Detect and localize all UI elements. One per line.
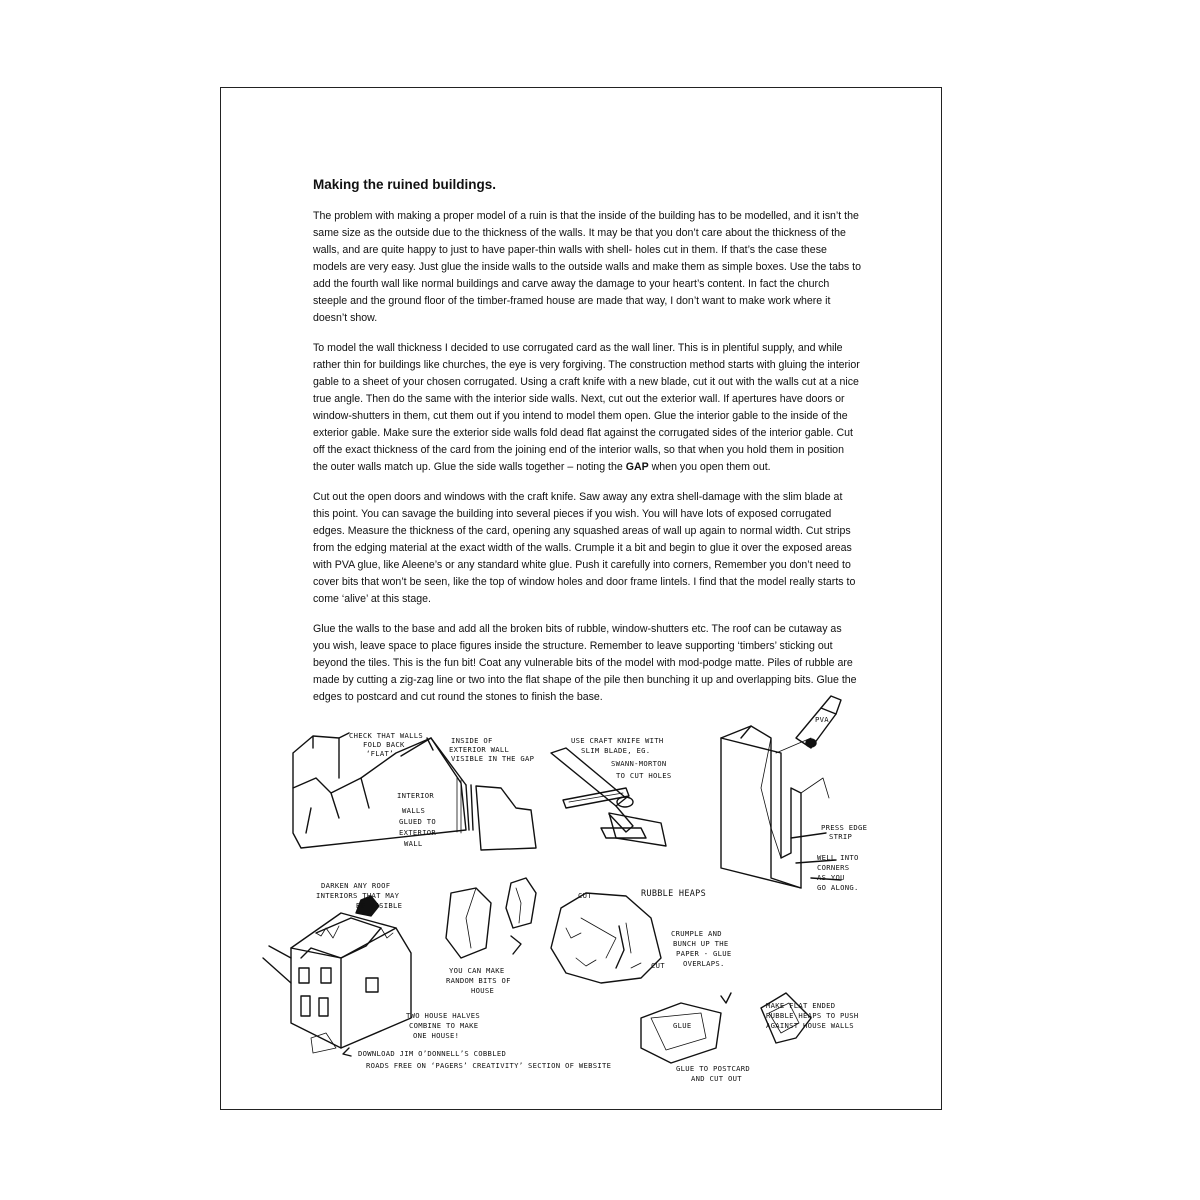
label-interior-walls-2: WALLS	[402, 806, 426, 815]
gap-emphasis: GAP	[625, 461, 649, 473]
label-inside-exterior-3: VISIBLE IN THE GAP	[451, 754, 535, 763]
label-interior-walls-3: GLUED TO	[399, 817, 437, 826]
paragraph-2-tail: when you open them out.	[648, 461, 771, 473]
label-craft-knife-2: SLIM BLADE, EG.	[581, 746, 651, 755]
label-flat-ended-1: MAKE FLAT ENDED	[766, 1001, 836, 1010]
label-inside-exterior-2: EXTERIOR WALL	[449, 745, 510, 754]
paragraph-3: Cut out the open doors and windows with the craft knife. Saw away any extra shell-damage with the slim blade at this point. You can savage the building into several pieces if you wish. You will have lots of exposed corrugated edges. Measure the thickness of the card, opening any squashed areas of wall up again to normal width. Cut strips from the edging material at the exact width of the walls. Crumple it a bit and begin to glue it over the exposed areas with PVA glue, like Aleene’s or any standard white glue. Push it carefully into corners, Remember you don’t need to cover bits that won’t be seen, like the top of window holes and door frame lintels. I find that the model really starts to come ‘alive’ at this stage.	[313, 491, 856, 605]
sketch-illustrations	[221, 88, 942, 1110]
label-craft-knife-4: TO CUT HOLES	[616, 771, 672, 780]
document-page	[220, 87, 942, 1110]
label-cut-bottom: CUT	[651, 961, 665, 970]
label-glue-postcard-1: GLUE TO POSTCARD	[676, 1064, 751, 1073]
label-crumple-2: BUNCH UP THE	[673, 939, 729, 948]
label-glue: GLUE	[673, 1021, 692, 1030]
label-interior-walls-5: WALL	[404, 839, 423, 848]
label-two-halves-2: COMBINE TO MAKE	[409, 1021, 479, 1030]
label-crumple-1: CRUMPLE AND	[671, 929, 722, 938]
label-crumple-3: PAPER - GLUE	[676, 949, 732, 958]
label-random-bits-1: YOU CAN MAKE	[449, 966, 505, 975]
label-craft-knife-1: USE CRAFT KNIFE WITH	[571, 736, 664, 745]
paragraph-1: The problem with making a proper model of a ruin is that the inside of the building has to be modelled, and it isn’t the same size as the outside due to the thickness of the walls. It may be that you don’t care about the thickness of the walls, and are quite happy to just to have paper-thin walls with shell- holes cut in them. If that’s the case these models are very easy. Just glue the inside walls to the outside walls and make them as simple boxes. Use the tabs to add the fourth wall like normal buildings and carve away the damage to your heart’s content. In fact the church steeple and the ground floor of the timber-framed house are made that way, I don’t want to make work where it doesn’t show.	[313, 210, 862, 324]
label-two-halves-1: TWO HOUSE HALVES	[406, 1011, 481, 1020]
label-craft-knife-3: SWANN-MORTON	[611, 759, 667, 768]
label-flat-ended-2: RUBBLE HEAPS TO PUSH	[766, 1011, 859, 1020]
label-random-bits-3: HOUSE	[471, 986, 495, 995]
label-interior-walls-4: EXTERIOR	[399, 828, 437, 837]
random-bits-sketch	[446, 878, 536, 958]
label-random-bits-2: RANDOM BITS OF	[446, 976, 511, 985]
paragraph-2-text: To model the wall thickness I decided to use corrugated card as the wall liner. This is in plentiful supply, and while rather thin for buildings like churches, the eye is very forgiving. The construction method starts with gluing the interior gable to a sheet of your chosen corrugated. Using a craft knife with a new blade, cut it out with the walls cut at a nice true angle. Then do the same with the interior side walls. Next, cut out the exterior wall. If apertures have doors or window-shutters in them, cut them out if you intend to model them open. Glue the interior gable to the inside of the exterior gable. Make sure the exterior side walls fold dead flat against the corrugated sides of the interior gable. Cut off the exact thickness of the card from the joining end of the interior walls, so that when you hold them in position the outer walls match up. Glue the side walls together – noting the	[313, 342, 860, 473]
paragraph-4: Glue the walls to the base and add all the broken bits of rubble, window-shutters etc. The roof can be cutaway as you wish, leave space to place figures inside the structure. Remember to leave supporting ‘timbers’ sticking out beyond the tiles. This is the fun bit! Coat any vulnerable bits of the model with mod-podge matte. Piles of rubble are made by cutting a zig-zag line or two into the flat shape of the pile then bunching it up and overlapping bits. Glue the edges to postcard and cut round the stones to finish the base.	[313, 623, 857, 703]
label-two-halves-3: ONE HOUSE!	[413, 1031, 460, 1040]
label-inside-exterior-1: INSIDE OF	[451, 736, 493, 745]
label-press-edge-1: PRESS EDGE	[821, 823, 868, 832]
ruined-house-sketch	[263, 896, 411, 1053]
label-well-into-2: CORNERS	[817, 863, 850, 872]
label-check-walls-2: FOLD BACK	[363, 740, 405, 749]
label-darken-roof-3: BE VISIBLE	[356, 901, 403, 910]
label-download-1: DOWNLOAD JIM O’DONNELL’S COBBLED	[358, 1049, 507, 1058]
label-darken-roof-2: INTERIORS THAT MAY	[316, 891, 400, 900]
label-darken-roof-1: DARKEN ANY ROOF	[321, 881, 391, 890]
label-cut-top: CUT	[578, 891, 592, 900]
label-crumple-4: OVERLAPS.	[683, 959, 725, 968]
label-press-edge-2: STRIP	[829, 832, 853, 841]
label-interior-walls-1: INTERIOR	[397, 791, 435, 800]
rubble-heaps-sketch	[551, 893, 811, 1063]
label-glue-postcard-2: AND CUT OUT	[691, 1074, 742, 1083]
label-well-into-3: AS YOU	[817, 873, 845, 882]
label-check-walls-3: ‘FLAT’	[366, 749, 394, 758]
label-flat-ended-3: AGAINST HOUSE WALLS	[766, 1021, 854, 1030]
label-well-into-4: GO ALONG.	[817, 883, 859, 892]
label-rubble-heaps: RUBBLE HEAPS	[641, 889, 707, 899]
label-well-into-1: WELL INTO	[817, 853, 859, 862]
label-check-walls-1: CHECK THAT WALLS	[349, 731, 424, 740]
label-download-2: ROADS FREE ON ‘PAGERS’ CREATIVITY’ SECTION OF WEBSITE	[366, 1061, 612, 1070]
download-arrow	[343, 1048, 351, 1056]
page-title: Making the ruined buildings.	[313, 177, 497, 192]
label-pva: PVA	[815, 715, 829, 724]
